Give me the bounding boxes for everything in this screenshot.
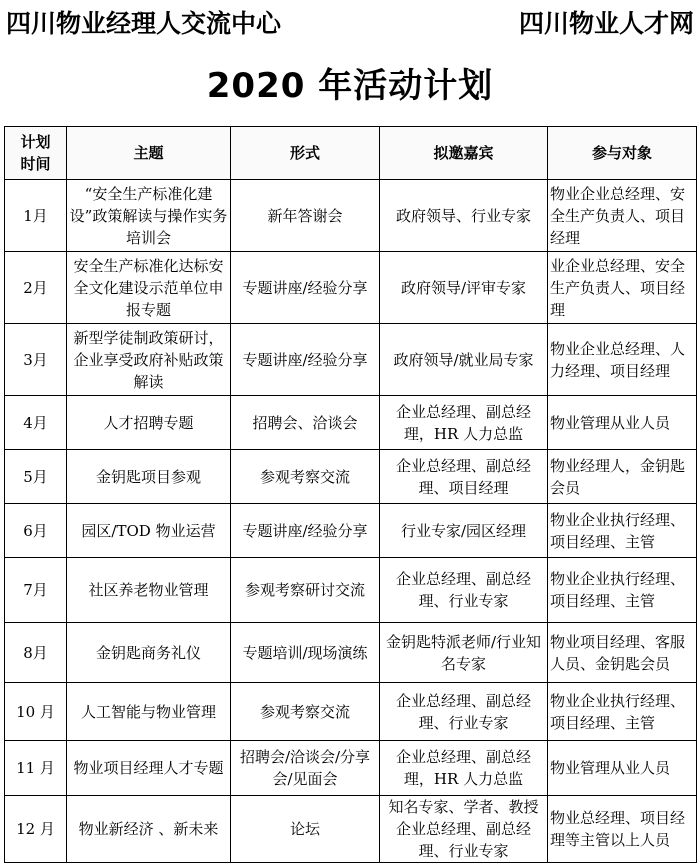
table-row [5,180,697,252]
form-cell: 参观考察交流 [231,683,380,741]
guests-cell: 政府领导/评审专家 [380,252,548,324]
page-title: 2020 年活动计划 [206,66,494,106]
form-cell: 参观考察交流 [231,450,380,504]
column-header-topic: 主题 [67,127,231,180]
form-cell: 专题讲座/经验分享 [231,252,380,324]
audience-cell: 物业企业执行经理、项目经理、主管 [548,683,697,741]
table-row [5,324,697,396]
table-row [5,252,697,324]
form-cell: 专题培训/现场演练 [231,623,380,683]
form-cell: 参观考察研讨交流 [231,558,380,623]
guests-cell: 金钥匙特派老师/行业知名专家 [380,623,548,683]
org-name-right: 四川物业人才网 [518,9,694,38]
month-cell: 4月 [5,396,67,450]
column-header-audience: 参与对象 [548,127,697,180]
table-row [5,623,697,683]
topic-cell: 金钥匙项目参观 [67,450,231,504]
audience-cell: 物业企业执行经理、项目经理、主管 [548,558,697,623]
form-cell: 招聘会/洽谈会/分享会/见面会 [231,741,380,796]
audience-cell: 物业企业执行经理、项目经理、主管 [548,504,697,558]
topic-cell: 人工智能与物业管理 [67,683,231,741]
activity-plan-table [4,126,697,863]
topic-cell: 物业新经济 、新未来 [67,796,231,863]
table-row [5,796,697,863]
month-cell: 3月 [5,324,67,396]
audience-cell: 物业管理从业人员 [548,741,697,796]
column-header-guests: 拟邀嘉宾 [380,127,548,180]
guests-cell: 政府领导/就业局专家 [380,324,548,396]
guests-cell: 政府领导、行业专家 [380,180,548,252]
table-row [5,741,697,796]
guests-cell: 企业总经理、副总经理、行业专家 [380,683,548,741]
table-row [5,683,697,741]
audience-cell: 物业总经理、项目经理等主管以上人员 [548,796,697,863]
table-row [5,504,697,558]
guests-cell: 企业总经理、副总经理，HR 人力总监 [380,741,548,796]
month-cell: 11 月 [5,741,67,796]
month-cell: 8月 [5,623,67,683]
org-name-left: 四川物业经理人交流中心 [6,9,282,38]
form-cell: 招聘会、洽谈会 [231,396,380,450]
audience-cell: 业企业总经理、安全生产负责人、项目经理 [548,252,697,324]
topic-cell: 安全生产标准化达标安全文化建设示范单位申报专题 [67,252,231,324]
month-cell: 6月 [5,504,67,558]
form-cell: 专题讲座/经验分享 [231,324,380,396]
column-header-time: 计划时间 [5,127,67,180]
guests-cell: 企业总经理、副总经理，HR 人力总监 [380,396,548,450]
guests-cell: 行业专家/园区经理 [380,504,548,558]
audience-cell: 物业企业总经理、安全生产负责人、项目经理 [548,180,697,252]
topic-cell: “安全生产标准化建设”政策解读与操作实务培训会 [67,180,231,252]
guests-cell: 企业总经理、副总经理、项目经理 [380,450,548,504]
table-row [5,558,697,623]
form-cell: 论坛 [231,796,380,863]
topic-cell: 金钥匙商务礼仪 [67,623,231,683]
form-cell: 专题讲座/经验分享 [231,504,380,558]
audience-cell: 物业项目经理、客服人员、金钥匙会员 [548,623,697,683]
guests-cell: 企业总经理、副总经理、行业专家 [380,558,548,623]
month-cell: 1月 [5,180,67,252]
table-row [5,396,697,450]
audience-cell: 物业企业总经理、人力经理、项目经理 [548,324,697,396]
topic-cell: 新型学徒制政策研讨，企业享受政府补贴政策解读 [67,324,231,396]
month-cell: 2月 [5,252,67,324]
table-row [5,450,697,504]
guests-cell: 知名专家、学者、教授企业总经理、副总经理、行业专家 [380,796,548,863]
month-cell: 7月 [5,558,67,623]
topic-cell: 社区养老物业管理 [67,558,231,623]
month-cell: 12 月 [5,796,67,863]
audience-cell: 物业经理人，金钥匙会员 [548,450,697,504]
topic-cell: 物业项目经理人才专题 [67,741,231,796]
topic-cell: 园区/TOD 物业运营 [67,504,231,558]
column-header-form: 形式 [231,127,380,180]
table-body [5,180,697,863]
audience-cell: 物业管理从业人员 [548,396,697,450]
month-cell: 10 月 [5,683,67,741]
form-cell: 新年答谢会 [231,180,380,252]
topic-cell: 人才招聘专题 [67,396,231,450]
month-cell: 5月 [5,450,67,504]
table-header-row [5,127,697,180]
